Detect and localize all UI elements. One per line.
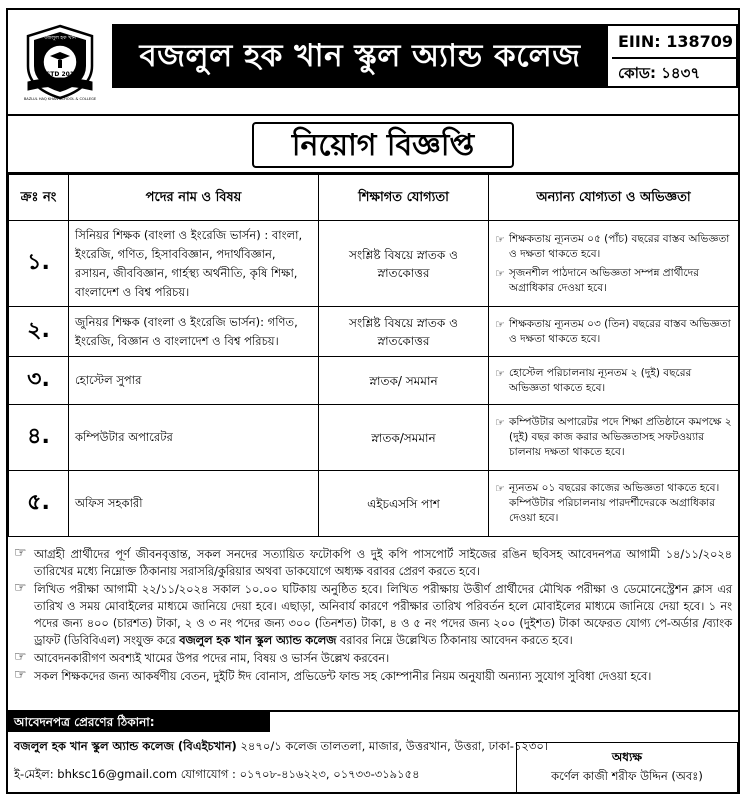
qualification-item: ☞ কম্পিউটার অপারেটর পদে শিক্ষা প্রতিষ্ঠানে কমপক্ষে ২ (দুই) বছর কাজ করার অভিজ্ঞতাসহ সফটওয়্যার চালনায় দক্ষতা থাকতে হবে।: [495, 415, 732, 460]
qualification-item: ☞ শিক্ষকতায় ন্যূনতম ০৩ (তিন) বছরের বাস্তব অভিজ্ঞতা ও দক্ষতা থাকতে হবে।: [495, 317, 732, 347]
school-logo-icon: [22, 22, 98, 102]
header-education: শিক্ষাগত যোগ্যতা: [319, 175, 489, 221]
table-row: [9, 405, 739, 471]
notice-page: [6, 8, 740, 794]
row-post-name: হোস্টেল সুপার: [69, 357, 319, 405]
address-institution: বজলুল হক খান স্কুল অ্যান্ড কলেজ (বিএইচখান): [14, 739, 237, 753]
signature-box: [516, 742, 738, 794]
note-text: বরাবর নিম্নে উল্লেখিত ঠিকানায় আবেদন করতে হবে।: [339, 634, 573, 647]
row-education: স্নাতক/সমমান: [319, 405, 489, 471]
notice-title: নিয়োগ বিজ্ঞপ্তি: [252, 122, 514, 168]
note-item: ☞ আগ্রহী প্রার্থীদের পূর্ণ জীবনবৃত্তান্ত, সকল সনদের সত্যায়িত ফটোকপি ও দুই কপি পাসপোর্ট সাইজের রঙিন ছবিসহ আবেদনপত্র আগামী ১৪/১১/২০২৪ তারিখের মধ্যে নিম্নোক্ত ঠিকানায় সরাসরি/কুরিয়ার অথবা ডাকযোগে অধ্যক্ষ বরাবর প্রেরণ করতে হবে।: [14, 546, 732, 580]
table-row: [9, 357, 739, 405]
notice-title-band: [8, 114, 738, 174]
institution-name-banner: বজলুল হক খান স্কুল অ্যান্ড কলেজ: [112, 24, 608, 88]
row-education: সংশ্লিষ্ট বিষয়ে স্নাতক ও স্নাতকোত্তর: [319, 221, 489, 307]
logo-bottom-text: BAZLUL HAQ KHAN SCHOOL & COLLEGE: [23, 97, 97, 101]
qualification-item: ☞ সৃজনশীল পাঠদানে অভিজ্ঞতা সম্পন্ন প্রার্থীদের অগ্রাধিকার দেওয়া হবে।: [495, 266, 732, 296]
row-other: [489, 307, 739, 357]
note-item: [14, 581, 732, 649]
signature-name: কর্ণেল কাজী শরীফ উদ্দিন (অবঃ): [551, 769, 703, 783]
address-label: আবেদনপত্র প্রেরণের ঠিকানা:: [8, 712, 270, 732]
logo-top-text: বজলুল হক খান: [44, 35, 76, 41]
row-education: এইচএসসি পাশ: [319, 471, 489, 537]
row-serial: ২.: [9, 307, 69, 357]
address-section: [8, 710, 738, 794]
notes-section: [8, 544, 738, 708]
note-item: ☞ আবেদনকারীগণ অবশ্যই খামের উপর পদের নাম, বিষয় ও ভার্সন উল্লেখ করবেন।: [14, 650, 732, 667]
row-education: স্নাতক/ সমমান: [319, 357, 489, 405]
header-post-name: পদের নাম ও বিষয়: [69, 175, 319, 221]
header-other-qualification: অন্যান্য যোগ্যতা ও অভিজ্ঞতা: [489, 175, 739, 221]
table-row: [9, 221, 739, 307]
row-serial: ৫.: [9, 471, 69, 537]
address-line: [14, 738, 548, 754]
qualification-item: ☞ শিক্ষকতায় ন্যূনতম ০৫ (পাঁচ) বছরের বাস্তব অভিজ্ঞতা ও দক্ষতা থাকতে হবে।: [495, 232, 732, 262]
header: [8, 10, 738, 106]
row-post-name: কম্পিউটার অপারেটর: [69, 405, 319, 471]
qualification-item: ☞ হোস্টেল পরিচালনায় ন্যূনতম ২ (দুই) বছরের অভিজ্ঞতা থাকতে হবে।: [495, 366, 732, 396]
signature-title: অধ্যক্ষ: [611, 750, 643, 764]
note-text: লিখিত পরীক্ষা আগামী ২২/১১/২০২৪ সকাল ১০.০০ ঘটিকায় অনুষ্ঠিত হবে। লিখিত পরীক্ষায় উত্তীর্ণ প্রার্থীদের মৌখিক পরীক্ষা ও ডেমোনেস্ট্রেশন ক্লাস এর তারিখ ও সময় মোবাইলের মাধ্যমে জানিয়ে দেয়া হবে। এছাড়া, অনিবার্য কারণে পরীক্ষার তারিখ পরিবর্তন হলে মোবাইলের মাধ্যমে জানিয়ে দেয়া হবে। ১ নং পদের জন্য ৪০০ (চারশত) টাকা, ২ ও ৩ নং পদের জন্য ৩০০ (তিনশত) টাকা, ৪ ও ৫ নং পদের জন্য ২০০ (দুইশত) টাকা অফেরত যোগ্য পে-অর্ডার /ব্যাংক ড্রাফট (ডিবিবিএল) সংযুক্ত করে: [34, 583, 732, 647]
table-row: [9, 471, 739, 537]
address-street: ২৪৭০/১ কলেজ তালতলা, মাজার, উত্তরখান, উত্তরা, ঢাকা-১২৩০।: [240, 739, 548, 753]
row-other: [489, 221, 739, 307]
logo-estd-text: ESTD 2016: [41, 71, 79, 78]
table-row: [9, 307, 739, 357]
table-header-row: [9, 175, 739, 221]
row-post-name: সিনিয়র শিক্ষক (বাংলা ও ইংরেজি ভার্সন) : বাংলা, ইংরেজি, গণিত, হিসাববিজ্ঞান, পদার্থবিজ্ঞান, রসায়ন, জীববিজ্ঞান, গার্হস্থ্য অর্থনীতি, কৃষি শিক্ষা, বাংলাদেশ ও বিশ্ব পরিচয়।: [69, 221, 319, 307]
institution-code: কোড: ১৪৩৭: [618, 64, 701, 82]
eiin-box: [608, 24, 738, 88]
qualification-item: ☞ ন্যূনতম ০১ বছরের কাজের অভিজ্ঞতা থাকতে হবে। কম্পিউটার পরিচালনায় পারদর্শীদেরকে অগ্রাধিকার দেওয়া হবে।: [495, 481, 732, 526]
row-serial: ৪.: [9, 405, 69, 471]
contact-line: ই-মেইল: bhksc16@gmail.com যোগাযোগ : ০১৭০৮-৪১৬২২৩, ০১৭৩৩-৩১৯১৫৪: [14, 767, 420, 781]
posts-table: [8, 174, 739, 537]
row-other: [489, 471, 739, 537]
header-serial: ক্রঃ নং: [9, 175, 69, 221]
eiin-divider: [612, 57, 736, 59]
row-serial: ১.: [9, 221, 69, 307]
note-item: ☞ সকল শিক্ষকদের জন্য আকর্ষণীয় বেতন, দুইটি ঈদ বোনাস, প্রভিডেন্ট ফান্ড সহ কোম্পানীর নিয়ম অনুযায়ী অন্যান্য সুযোগ সুবিধা দেওয়া হবে।: [14, 668, 732, 685]
row-other: [489, 357, 739, 405]
row-other: [489, 405, 739, 471]
note-bold-institution: বজলুল হক খান স্কুল অ্যান্ড কলেজ: [179, 634, 337, 647]
row-serial: ৩.: [9, 357, 69, 405]
eiin-number: EIIN: 138709: [618, 32, 733, 51]
row-post-name: জুনিয়র শিক্ষক (বাংলা ও ইংরেজি ভার্সন): গণিত, ইংরেজি, বিজ্ঞান ও বাংলাদেশ ও বিশ্ব পরিচয়।: [69, 307, 319, 357]
row-post-name: অফিস সহকারী: [69, 471, 319, 537]
row-education: সংশ্লিষ্ট বিষয়ে স্নাতক ও স্নাতকোত্তর: [319, 307, 489, 357]
